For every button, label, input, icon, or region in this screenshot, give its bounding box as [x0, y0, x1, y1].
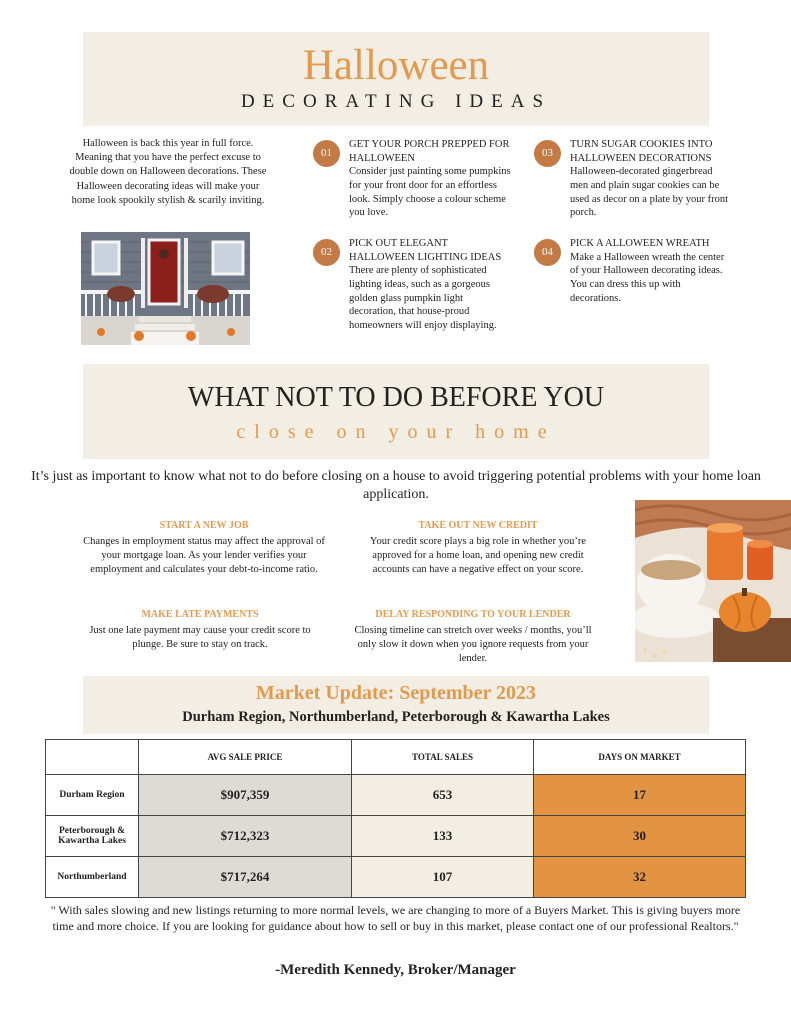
table-corner-cell: [46, 740, 139, 775]
days-on-market-cell: 30: [534, 816, 746, 857]
advice-heading: START A NEW JOB: [159, 520, 249, 531]
market-table: [45, 739, 746, 898]
days-on-market-cell: 32: [534, 857, 746, 898]
column-header: TOTAL SALES: [352, 740, 534, 775]
total-sales-cell: 133: [352, 816, 534, 857]
table-row: [46, 775, 746, 816]
tip-number-badge: 02: [313, 239, 340, 266]
tip-porch: [321, 138, 511, 220]
table-row: [46, 816, 746, 857]
row-label: Peterborough & Kawartha Lakes: [46, 816, 139, 857]
tip-number-badge: 04: [534, 239, 561, 266]
advice-new-job: [80, 519, 328, 577]
tip-lighting: [321, 237, 511, 332]
broker-quote: " With sales slowing and new listings returning to more normal levels, we are changing to more of a Buyers Market. This is giving buyers more time and more choice. If you are looking for guidance about how to sell or buy in this market, please contact one of our professional Realtors.": [50, 903, 741, 933]
porch-photo: [81, 232, 250, 345]
what-not-title: WHAT NOT TO DO BEFORE YOU: [187, 382, 605, 413]
avg-price-cell: $717,264: [139, 857, 352, 898]
days-on-market-cell: 17: [534, 775, 746, 816]
total-sales-cell: 653: [352, 775, 534, 816]
tip-number-badge: 01: [313, 140, 340, 167]
tip-title: PICK A ALLOWEEN WREATH: [570, 238, 710, 249]
row-label: Northumberland: [46, 857, 139, 898]
advice-heading: TAKE OUT NEW CREDIT: [418, 520, 538, 531]
advice-body: Your credit score plays a big role in whether you’re approved for a home loan, and opening new credit accounts can have a negative effect on your score.: [369, 535, 587, 575]
what-not-subtitle: close on your home: [236, 421, 556, 443]
row-label: Durham Region: [46, 775, 139, 816]
column-header: AVG SALE PRICE: [139, 740, 352, 775]
advice-new-credit: [353, 519, 603, 577]
market-subtitle: Durham Region, Northumberland, Peterborough & Kawartha Lakes: [182, 709, 610, 725]
table-header-row: [46, 740, 746, 775]
broker-signature: -Meredith Kennedy, Broker/Manager: [275, 962, 516, 978]
hero-subtitle: DECORATING IDEAS: [240, 91, 552, 112]
total-sales-cell: 107: [352, 857, 534, 898]
market-title: Market Update: September 2023: [255, 682, 537, 704]
advice-heading: DELAY RESPONDING TO YOUR LENDER: [375, 609, 571, 620]
avg-price-cell: $907,359: [139, 775, 352, 816]
tip-title: TURN SUGAR COOKIES INTO HALLOWEEN DECORATIONS: [570, 139, 713, 164]
avg-price-cell: $712,323: [139, 816, 352, 857]
tip-body: Halloween-decorated gingerbread men and plain sugar cookies can be used as decor on a plate by your front porch.: [570, 166, 729, 219]
hero-title: Halloween: [302, 42, 490, 89]
advice-heading: MAKE LATE PAYMENTS: [141, 609, 259, 620]
tip-cookies: [542, 138, 732, 220]
lead-paragraph: It’s just as important to know what not to do before closing on a house to avoid triggering potential problems with your home loan application.: [31, 469, 761, 503]
tip-body: There are plenty of sophisticated lighting ideas, such as a gorgeous golden glass pumpkin light decoration, that house-proud homeowners will enjoy displaying.: [349, 265, 497, 331]
autumn-photo: [635, 500, 791, 662]
advice-body: Changes in employment status may affect the approval of your mortgage loan. As your lender verifies your employment and calculates your debt-to-income ratio.: [83, 535, 325, 575]
table-row: [46, 857, 746, 898]
hero-banner: [83, 32, 709, 126]
advice-delay-lender: [353, 608, 593, 666]
intro-paragraph: Halloween is back this year in full force. Meaning that you have the perfect excuse to double down on Halloween decorations. These Halloween decorating ideas will make your home look spookily stylish & scarily inviting.: [69, 138, 267, 206]
tip-title: PICK OUT ELEGANT HALLOWEEN LIGHTING IDEAS: [349, 238, 502, 263]
tip-body: Consider just painting some pumpkins for your front door for an effortless look. Simply choose a colour scheme you love.: [349, 166, 511, 219]
advice-body: Closing timeline can stretch over weeks / months, you’ll only slow it down when you ignore requests from your lender.: [354, 624, 592, 664]
tip-wreath: [542, 237, 732, 305]
advice-late-payments: [80, 608, 320, 652]
advice-body: Just one late payment may cause your credit score to plunge. Be sure to stay on track.: [89, 624, 311, 650]
tip-number-badge: 03: [534, 140, 561, 167]
tip-body: Make a Halloween wreath the center of your Halloween decorating ideas. You can dress this up with decorations.: [570, 251, 725, 304]
market-banner: [83, 676, 709, 734]
column-header: DAYS ON MARKET: [534, 740, 746, 775]
tip-title: GET YOUR PORCH PREPPED FOR HALLOWEEN: [349, 139, 510, 164]
what-not-banner: [83, 364, 709, 459]
